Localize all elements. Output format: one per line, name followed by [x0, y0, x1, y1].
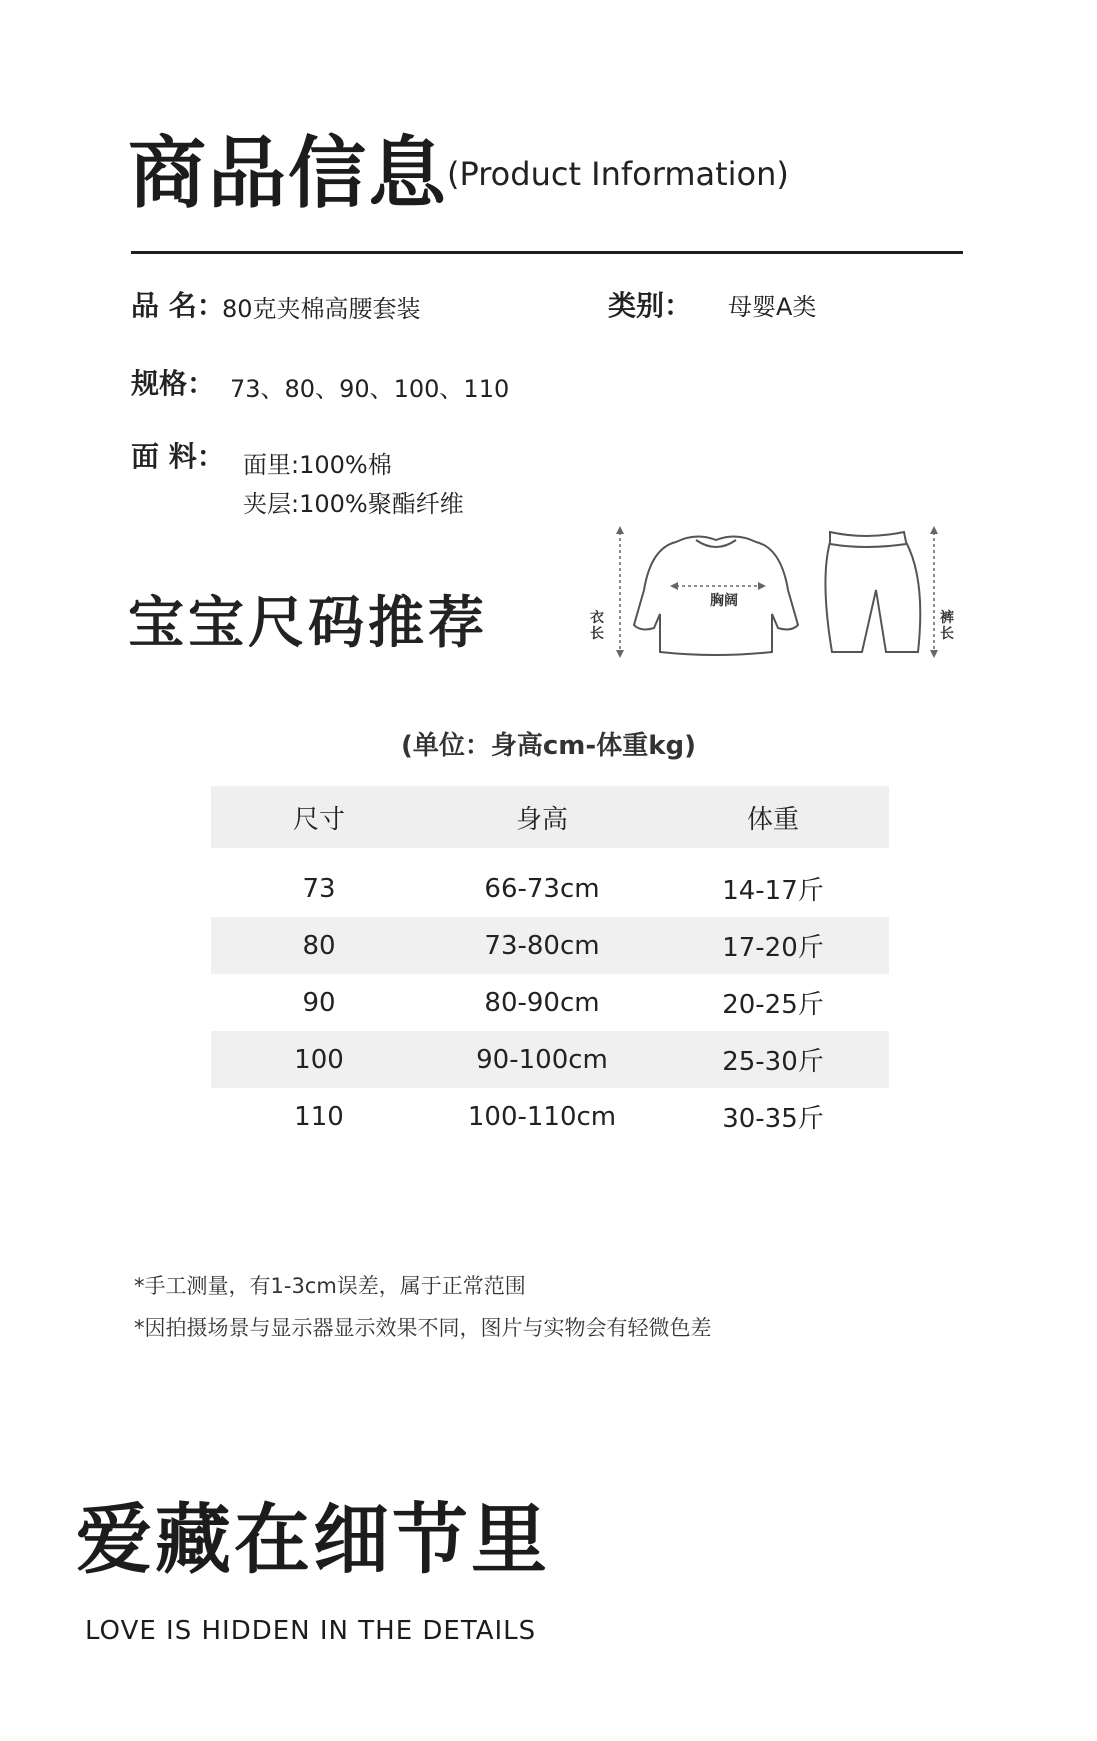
table-row — [211, 1031, 889, 1088]
size-table — [211, 786, 889, 1145]
chest-label: 胸阔 — [710, 593, 738, 609]
pants-length-label: 裤长 — [940, 610, 954, 642]
cell-height: 66-73cm — [484, 873, 600, 904]
cell-size: 90 — [302, 987, 336, 1018]
header-size: 尺寸 — [292, 804, 345, 835]
size-diagram — [586, 520, 966, 660]
category-value: 母婴A类 — [728, 293, 817, 321]
cell-size: 73 — [302, 873, 336, 904]
fabric-outer-value: 面里:100%棉 — [243, 451, 392, 479]
cell-size: 80 — [302, 930, 336, 961]
fabric-inner-value: 夹层:100%聚酯纤维 — [243, 490, 464, 518]
title-divider — [131, 251, 963, 254]
cell-weight: 20-25斤 — [722, 990, 824, 1020]
category-label: 类别： — [608, 289, 693, 322]
table-row — [211, 974, 889, 1031]
page-title: 商品信息 — [128, 129, 449, 219]
cell-size: 110 — [294, 1101, 344, 1132]
spec-label: 规格： — [131, 367, 216, 400]
unit-note: (单位：身高cm-体重kg) — [401, 731, 696, 761]
table-header — [211, 786, 889, 848]
cell-size: 100 — [294, 1044, 344, 1075]
footer-title: 爱藏在细节里 — [76, 1495, 550, 1584]
pants-icon — [825, 532, 920, 652]
footer-subtitle: LOVE IS HIDDEN IN THE DETAILS — [85, 1616, 537, 1646]
product-name-label: 品 名： — [131, 289, 225, 322]
cell-height: 100-110cm — [467, 1101, 617, 1132]
cell-weight: 25-30斤 — [722, 1047, 824, 1077]
cell-weight: 14-17斤 — [722, 876, 824, 906]
note-color: *因拍摄场景与显示器显示效果不同，图片与实物会有轻微色差 — [134, 1316, 712, 1340]
table-row — [211, 917, 889, 974]
page-subtitle: (Product Information) — [447, 155, 789, 193]
product-name-value: 80克夹棉高腰套装 — [222, 295, 421, 323]
table-row — [211, 860, 889, 917]
cell-height: 90-100cm — [476, 1044, 608, 1075]
note-measurement: *手工测量，有1-3cm误差，属于正常范围 — [134, 1274, 526, 1298]
cell-weight: 17-20斤 — [722, 933, 824, 963]
header-weight: 体重 — [746, 804, 799, 835]
header-height: 身高 — [515, 804, 568, 835]
spec-value: 73、80、90、100、110 — [230, 375, 510, 403]
cell-height: 73-80cm — [484, 930, 600, 961]
fabric-label: 面 料： — [131, 440, 225, 473]
size-section-title: 宝宝尺码推荐 — [128, 591, 488, 656]
cell-height: 80-90cm — [484, 987, 600, 1018]
top-length-label: 衣长 — [590, 610, 604, 642]
table-row — [211, 1088, 889, 1145]
cell-weight: 30-35斤 — [722, 1104, 824, 1134]
